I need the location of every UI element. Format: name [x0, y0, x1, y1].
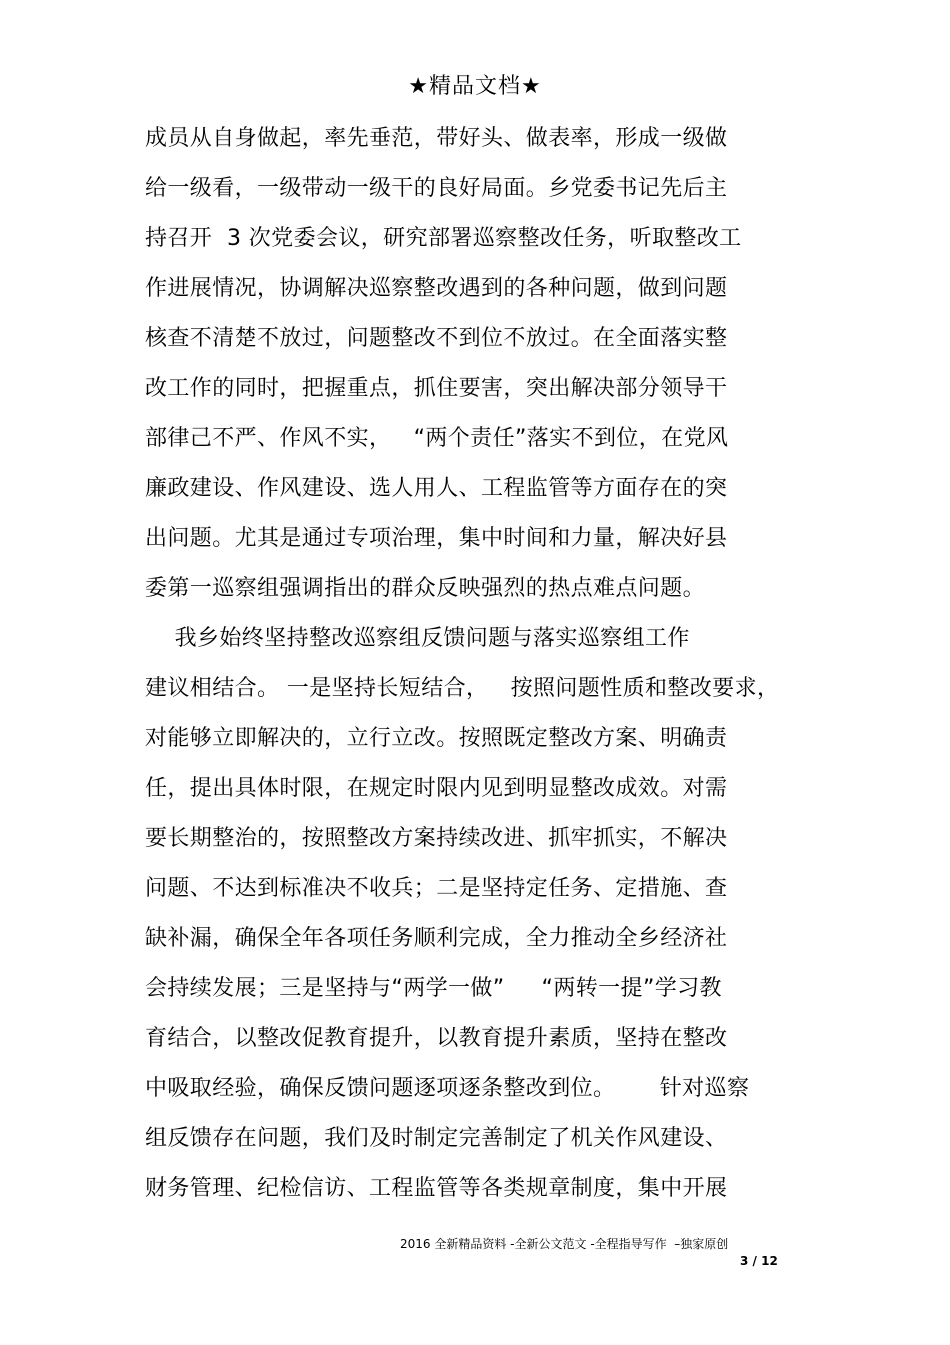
text-line: 任，提出具体时限，在规定时限内见到明显整改成效。对需 [145, 776, 728, 801]
text-line: 建议相结合。 一是坚持长短结合， 按照问题性质和整改要求， [145, 676, 780, 701]
text-line: 对能够立即解决的，立行立改。按照既定整改方案、明确责 [145, 726, 728, 751]
text-line: 出问题。尤其是通过专项治理，集中时间和力量，解决好县 [145, 526, 728, 551]
text-line: 委第一巡察组强调指出的群众反映强烈的热点难点问题。 [145, 576, 706, 601]
text-line: 核查不清楚不放过，问题整改不到位不放过。在全面落实整 [145, 326, 728, 351]
text-line: 要长期整治的，按照整改方案持续改进、抓牢抓实，不解决 [145, 826, 728, 851]
text-line: 持召开 3 次党委会议，研究部署巡察整改任务，听取整改工 [145, 226, 742, 251]
text-line: 中吸取经验，确保反馈问题逐项逐条整改到位。 针对巡察 [145, 1076, 750, 1101]
text-line: 育结合，以整改促教育提升，以教育提升素质，坚持在整改 [145, 1026, 728, 1051]
text-line: 部律己不严、作风不实， “两个责任”落实不到位，在党风 [145, 426, 729, 451]
page-number: 3 / 12 [740, 1254, 778, 1268]
text-line: 作进展情况，协调解决巡察整改遇到的各种问题，做到问题 [145, 276, 728, 301]
text-line: 改工作的同时，把握重点，抓住要害，突出解决部分领导干 [145, 376, 728, 401]
page-header-title: ★精品文档★ [408, 74, 542, 99]
text-line: 会持续发展；三是坚持与“两学一做” “两转一提”学习教 [145, 976, 722, 1001]
text-line: 廉政建设、作风建设、选人用人、工程监管等方面存在的突 [145, 476, 728, 501]
text-line: 问题、不达到标准决不收兵；二是坚持定任务、定措施、查 [145, 876, 728, 901]
text-line: 我乡始终坚持整改巡察组反馈问题与落实巡察组工作 [145, 626, 690, 651]
page-footer-text: 2016 全新精品资料 -全新公文范文 -全程指导写作 –独家原创 [400, 1237, 729, 1251]
text-line: 给一级看，一级带动一级干的良好局面。乡党委书记先后主 [145, 176, 728, 201]
text-line: 成员从自身做起，率先垂范，带好头、做表率，形成一级做 [145, 126, 728, 151]
text-line: 组反馈存在问题，我们及时制定完善制定了机关作风建设、 [145, 1126, 728, 1151]
text-line: 财务管理、纪检信访、工程监管等各类规章制度，集中开展 [145, 1176, 728, 1201]
text-line: 缺补漏，确保全年各项任务顺利完成，全力推动全乡经济社 [145, 926, 728, 951]
